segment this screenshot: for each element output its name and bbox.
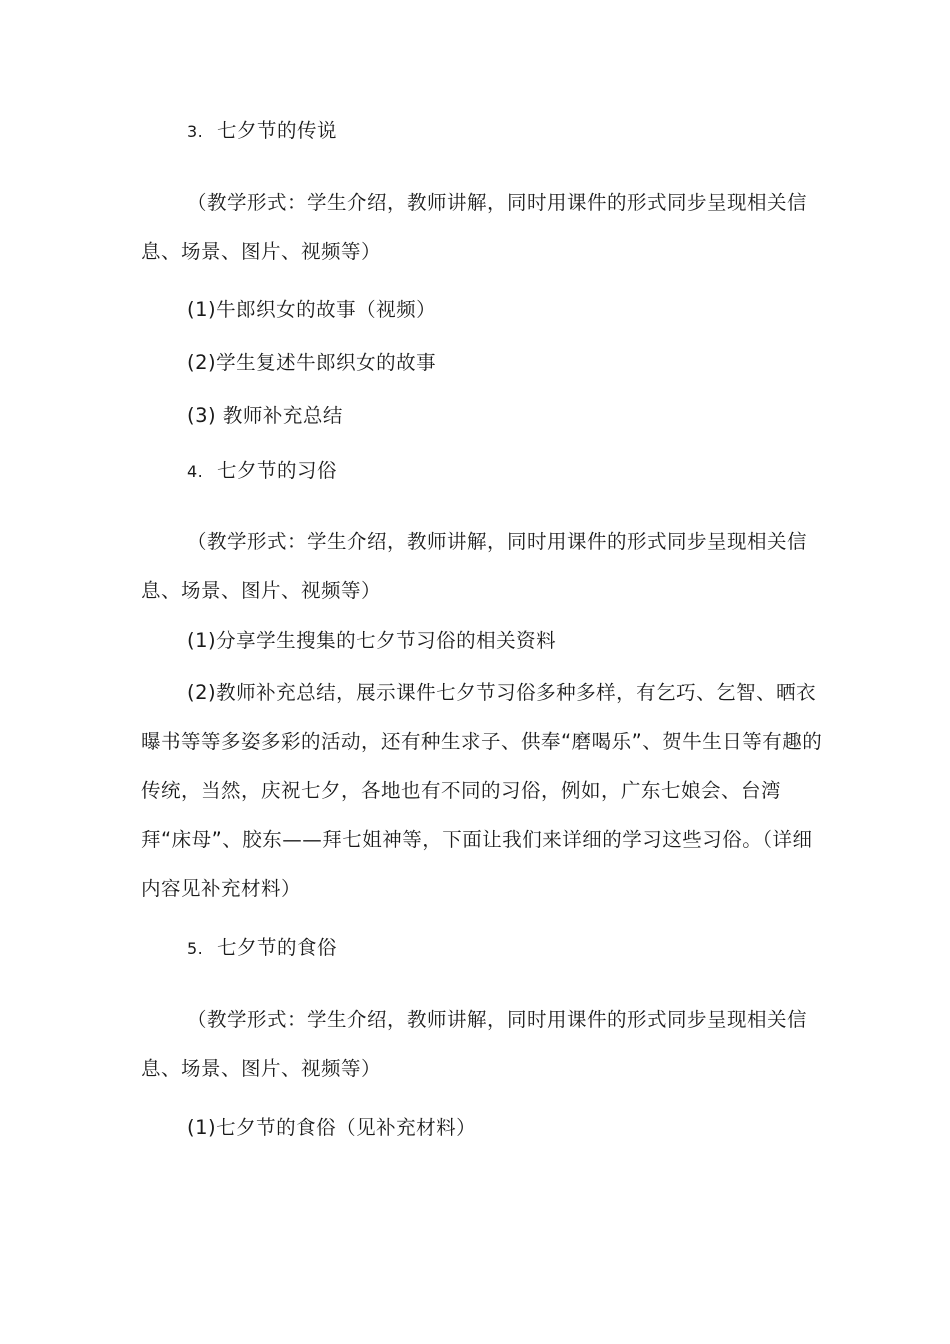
list-item: (1)分享学生搜集的七夕节习俗的相关资料 — [187, 629, 557, 652]
section-number: 3. — [187, 122, 204, 141]
list-item: (1)牛郎织女的故事（视频） — [187, 298, 437, 321]
section-heading — [187, 458, 337, 485]
section-number: 4. — [187, 462, 204, 481]
section-heading — [187, 118, 337, 145]
teaching-form-paragraph: （教学形式：学生介绍，教师讲解，同时用课件的形式同步呈现相关信息、场景、图片、视频等） — [141, 1008, 808, 1080]
list-item: (2)学生复述牛郎织女的故事 — [187, 351, 437, 374]
section-title: 七夕节的食俗 — [217, 936, 338, 959]
teaching-form-paragraph: （教学形式：学生介绍，教师讲解，同时用课件的形式同步呈现相关信息、场景、图片、视频等） — [141, 191, 808, 263]
section-heading — [187, 935, 337, 962]
summary-paragraph: (2)教师补充总结，展示课件七夕节习俗多种多样，有乞巧、乞智、晒衣曝书等等多姿多彩的活动，还有种生求子、供奉“磨喝乐”、贺牛生日等有趣的传统，当然，庆祝七夕，各地也有不同的习俗，例如，广东七娘会、台湾拜“床母”、胶东——拜七姐神等，下面让我们来详细的学习这些习俗。（详细内容见补充材料） — [141, 681, 823, 900]
section-number: 5. — [187, 939, 204, 958]
list-item: (3) 教师补充总结 — [187, 404, 343, 427]
list-item: (1)七夕节的食俗（见补充材料） — [187, 1116, 477, 1139]
section-title: 七夕节的传说 — [217, 119, 338, 142]
teaching-form-paragraph: （教学形式：学生介绍，教师讲解，同时用课件的形式同步呈现相关信息、场景、图片、视频等） — [141, 530, 808, 602]
section-title: 七夕节的习俗 — [217, 459, 338, 482]
